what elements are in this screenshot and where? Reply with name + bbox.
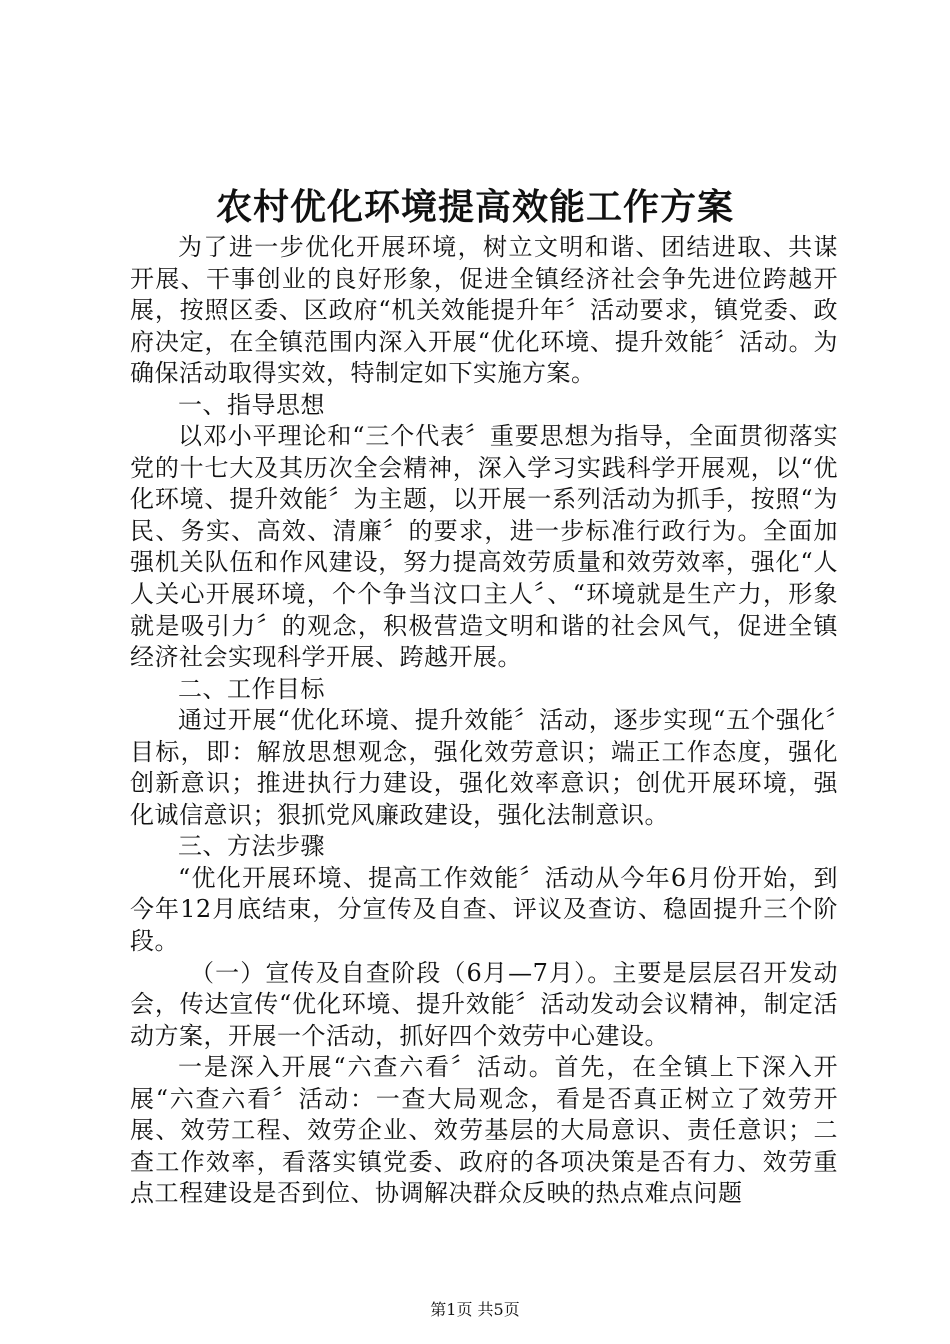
paragraph-work-goals: 通过开展“优化环境、提升效能〞活动，逐步实现“五个强化〞目标，即：解放思想观念，强化效劳意识；端正工作态度，强化创新意识；推进执行力建设，强化效率意识；创优开展环境，强化诚信意识；狠抓党风廉政建设，强化法制意识。 [130,706,838,829]
paragraph-guiding-ideology: 以邓小平理论和“三个代表〞重要思想为指导，全面贯彻落实党的十七大及其历次全会精神，深入学习实践科学开展观，以“优化环境、提升效能〞为主题，以开展一系列活动为抓手，按照“为民、务实、高效、清廉〞的要求，进一步标准行政行为。全面加强机关队伍和作风建设，努力提高效劳质量和效劳效率，强化“人人关心开展环境，个个争当汶口主人〞、“环境就是生产力，形象就是吸引力〞的观念，积极营造文明和谐的社会风气，促进全镇经济社会实现科学开展、跨越开展。 [130,422,838,672]
paragraph-six-checks: 一是深入开展“六查六看〞活动。首先，在全镇上下深入开展“六查六看〞活动：一查大局观念，看是否真正树立了效劳开展、效劳工程、效劳企业、效劳基层的大局意识、责任意识；二查工作效率，看落实镇党委、政府的各项决策是否有力、效劳重点工程建设是否到位、协调解决群众反映的热点难点问题 [130,1053,838,1208]
document-body [130,232,838,1210]
paragraph-methods-steps: “优化开展环境、提高工作效能〞活动从今年6月份开始，到今年12月底结束，分宣传及自查、评议及查访、稳固提升三个阶段。 [130,863,838,956]
document-title: 农村优化环境提高效能工作方案 [215,186,734,228]
paragraph-intro: 为了进一步优化开展环境，树立文明和谐、团结进取、共谋开展、干事创业的良好形象，促进全镇经济社会争先进位跨越开展，按照区委、区政府“机关效能提升年〞活动要求，镇党委、政府决定，在全镇范围内深入开展“优化环境、提升效能〞活动。为确保活动取得实效，特制定如下实施方案。 [130,233,838,388]
page-footer: 第1页 共5页 [430,1300,520,1319]
paragraph-stage-one: （一）宣传及自查阶段（6月—7月）。主要是层层召开发动会，传达宣传“优化环境、提升效能〞活动发动会议精神，制定活动方案，开展一个活动，抓好四个效劳中心建设。 [130,958,838,1050]
section-heading-guiding-ideology: 一、指导思想 [178,390,325,419]
section-heading-methods-steps: 三、方法步骤 [178,832,325,861]
section-heading-work-goals: 二、工作目标 [178,674,325,703]
